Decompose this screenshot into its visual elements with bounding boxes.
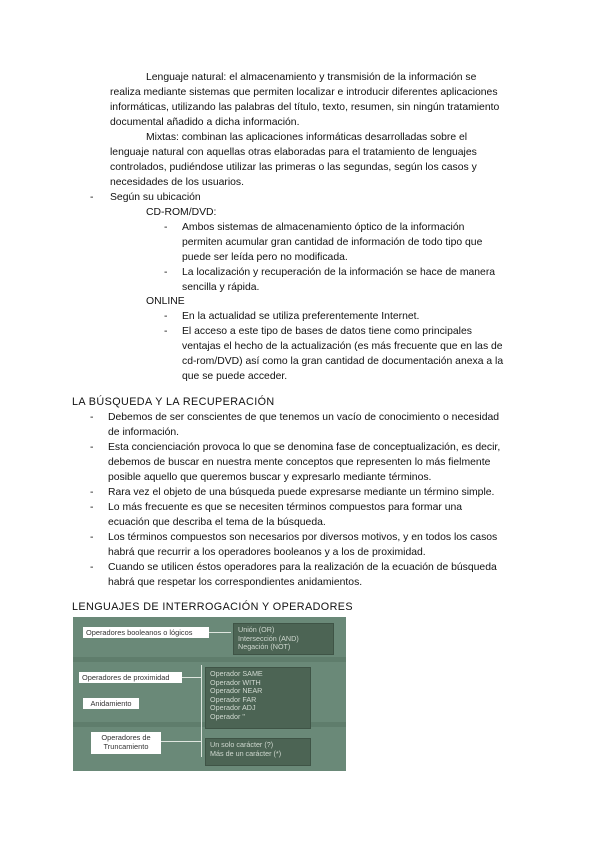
connector-line: [201, 665, 202, 735]
search-item-1-line-2: de información.: [108, 427, 180, 438]
search-item-2-line-3: posible aquello que queremos buscar y expresarlo mediante términos.: [108, 472, 432, 483]
cdrom-item-2-line-1: La localización y recuperación de la información se hace de manera: [182, 267, 496, 278]
proximity-operators-list: [205, 667, 311, 729]
nesting-box: Anidamiento: [83, 698, 139, 709]
mixed-line-1: Mixtas: combinan las aplicaciones informáticas desarrolladas sobre el: [146, 132, 468, 143]
cdrom-item-1-line-1: Ambos sistemas de almacenamiento óptico de la información: [182, 222, 465, 233]
proximity-op: Operador ADJ: [210, 703, 256, 713]
search-item-3-line-1: Rara vez el objeto de una búsqueda puede expresarse mediante un término simple.: [108, 487, 495, 498]
search-item-2-line-1: Esta concienciación provoca lo que se denomina fase de conceptualización, es decir,: [108, 442, 501, 453]
search-item-2-line-2: debemos de buscar en nuestra mente conceptos que representen lo más fielmente: [108, 457, 491, 468]
bullet-dash: -: [164, 326, 168, 337]
truncation-operators-list: [205, 738, 311, 766]
bullet-dash: -: [164, 267, 168, 278]
proximity-op: Operador SAME: [210, 669, 263, 678]
bullet-dash: -: [164, 311, 168, 322]
search-item-4-line-1: Lo más frecuente es que se necesiten términos compuestos para formar una: [108, 502, 463, 513]
natural-language-line-2: realiza mediante sistemas que permiten localizar e introducir diferentes aplicaciones: [110, 87, 498, 98]
search-item-1-line-1: Debemos de ser conscientes de que tenemos un vacío de conocimiento o necesidad: [108, 412, 500, 423]
bullet-dash: -: [164, 222, 168, 233]
boolean-op: Negación (NOT): [238, 642, 291, 652]
languages-heading: LENGUAJES DE INTERROGACIÓN Y OPERADORES: [72, 601, 353, 613]
online-item-2-line-2: ventajas el hecho de la actualización (es más frecuente que en las de: [182, 341, 503, 352]
connector-line: [209, 632, 231, 633]
search-heading: LA BÚSQUEDA Y LA RECUPERACIÓN: [72, 396, 275, 408]
truncation-label-line: Operadores de: [101, 733, 151, 742]
operators-diagram: [73, 617, 346, 771]
search-item-6-line-1: Cuando se utilicen éstos operadores para la realización de la ecuación de búsqueda: [108, 562, 497, 573]
bullet-dash: -: [90, 192, 94, 203]
bullet-dash: -: [90, 412, 94, 423]
proximity-op: Operador WITH: [210, 677, 261, 687]
cdrom-item-2-line-2: sencilla y rápida.: [182, 282, 260, 293]
natural-language-line-1: Lenguaje natural: el almacenamiento y transmisión de la información se: [146, 72, 477, 83]
bullet-dash: -: [90, 562, 94, 573]
boolean-op: Unión (OR): [238, 625, 275, 634]
bullet-dash: -: [90, 442, 94, 453]
online-item-2-line-4: que se puede acceder.: [182, 371, 288, 382]
search-item-6-line-2: habrá que respetar los correspondientes anidamientos.: [108, 577, 363, 588]
truncation-box: [91, 732, 161, 754]
connector-line: [201, 727, 202, 757]
mixed-line-3: controlados, pudiéndose utilizar las primeras o las segundas, según los casos y: [110, 162, 477, 173]
online-item-1-line-1: En la actualidad se utiliza preferentemente Internet.: [182, 311, 420, 322]
boolean-operators-list: [233, 623, 334, 655]
proximity-operators-box: Operadores de proximidad: [79, 672, 182, 683]
online-label: ONLINE: [146, 296, 185, 307]
cdrom-item-1-line-2: permiten acumular gran cantidad de información de todo tipo que: [182, 237, 483, 248]
bullet-dash: -: [90, 502, 94, 513]
truncation-op: Más de un carácter (*): [210, 748, 282, 758]
bullet-dash: -: [90, 532, 94, 543]
cdrom-item-1-line-3: puede ser leída pero no modificada.: [182, 252, 348, 263]
cdrom-label: CD-ROM/DVD:: [146, 207, 217, 218]
mixed-line-4: necesidades de los usuarios.: [110, 177, 245, 188]
boolean-operators-box: Operadores booleanos o lógicos: [83, 627, 209, 638]
search-item-5-line-1: Los términos compuestos son necesarios por diversos motivos, y en todos los casos: [108, 532, 498, 543]
search-item-4-line-2: ecuación que describa el tema de la búsqueda.: [108, 517, 326, 528]
natural-language-line-3: informáticas, utilizando las palabras del título, texto, resumen, sin ningún tratamiento: [110, 102, 500, 113]
proximity-op: Operador ": [210, 711, 245, 721]
connector-line: [182, 677, 202, 678]
boolean-op: Intersección (AND): [238, 633, 299, 643]
truncation-op: Un solo carácter (?): [210, 740, 274, 749]
search-item-5-line-2: habrá que recurrir a los operadores booleanos y a los de proximidad.: [108, 547, 426, 558]
natural-language-line-4: documental añadido a dicha información.: [110, 117, 300, 128]
connector-line: [161, 741, 201, 742]
truncation-label-line: Truncamiento: [103, 742, 149, 751]
online-item-2-line-1: El acceso a este tipo de bases de datos tiene como principales: [182, 326, 472, 337]
location-title: Según su ubicación: [110, 192, 201, 203]
proximity-op: Operador FAR: [210, 694, 257, 704]
bullet-dash: -: [90, 487, 94, 498]
mixed-line-2: lenguaje natural con aquellas otras elaboradas para el tratamiento de lenguajes: [110, 147, 477, 158]
online-item-2-line-3: cd-rom/DVD) así como la gran cantidad de documentación anexa a la: [182, 356, 504, 367]
proximity-op: Operador NEAR: [210, 686, 263, 696]
